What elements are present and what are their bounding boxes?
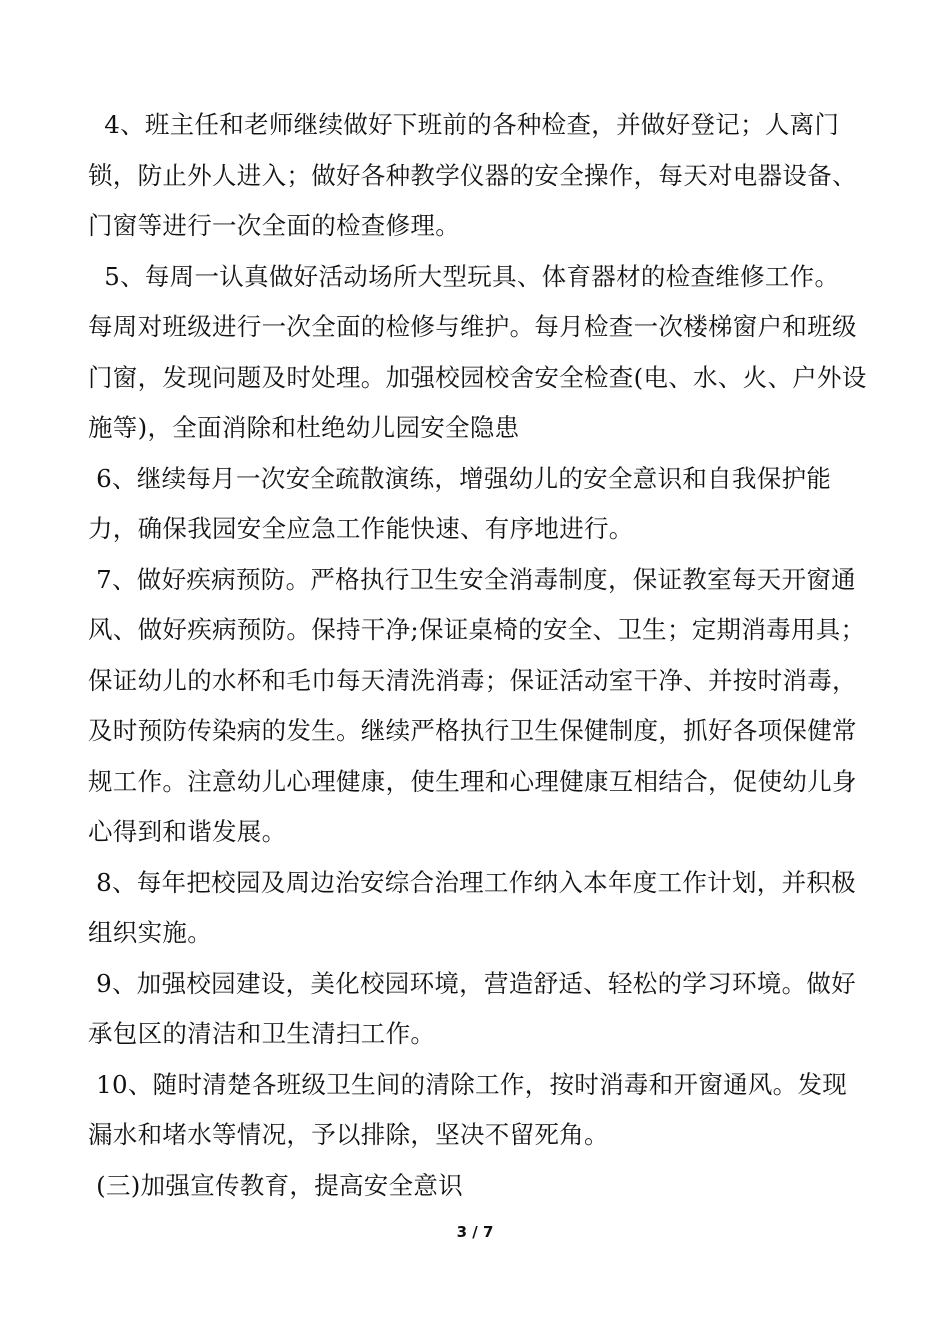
document-body: [88, 100, 868, 1211]
paragraph-item-9: 9、加强校园建设，美化校园环境，营造舒适、轻松的学习环境。做好承包区的清洁和卫生清扫工作。: [88, 968, 856, 1048]
section-heading: (三)加强宣传教育，提高安全意识: [88, 1170, 464, 1200]
paragraph-item-10: 10、随时清楚各班级卫生间的清除工作，按时消毒和开窗通风。发现漏水和堵水等情况，予以排除，坚决不留死角。: [88, 1069, 848, 1149]
paragraph-item-5: 5、每周一认真做好活动场所大型玩具、体育器材的检查维修工作。 每周对班级进行一次全面的检修与维护。每月检查一次楼梯窗户和班级门窗，发现问题及时处理。加强校园校舍安全检查(电、水、火、户外设施等)，全面消除和杜绝幼儿园安全隐患: [88, 261, 867, 442]
paragraph-item-6: 6、继续每月一次安全疏散演练，增强幼儿的安全意识和自我保护能力，确保我园安全应急工作能快速、有序地进行。: [88, 463, 832, 543]
paragraph-item-4: 4、班主任和老师继续做好下班前的各种检查，并做好登记；人离门锁，防止外人进入；做好各种教学仪器的安全操作，每天对电器设备、门窗等进行一次全面的检查修理。: [88, 110, 857, 240]
page-number: 3 / 7: [456, 1223, 494, 1241]
paragraph-item-7: 7、做好疾病预防。严格执行卫生安全消毒制度，保证教室每天开窗通风、做好疾病预防。保持干净;保证桌椅的安全、卫生；定期消毒用具；保证幼儿的水杯和毛巾每天清洗消毒；保证活动室干净、并按时消毒，及时预防传染病的发生。继续严格执行卫生保健制度，抓好各项保健常规工作。注意幼儿心理健康，使生理和心理健康互相结合，促使幼儿身心得到和谐发展。: [88, 564, 866, 846]
paragraph-item-8: 8、每年把校园及周边治安综合治理工作纳入本年度工作计划，并积极组织实施。: [88, 867, 856, 947]
